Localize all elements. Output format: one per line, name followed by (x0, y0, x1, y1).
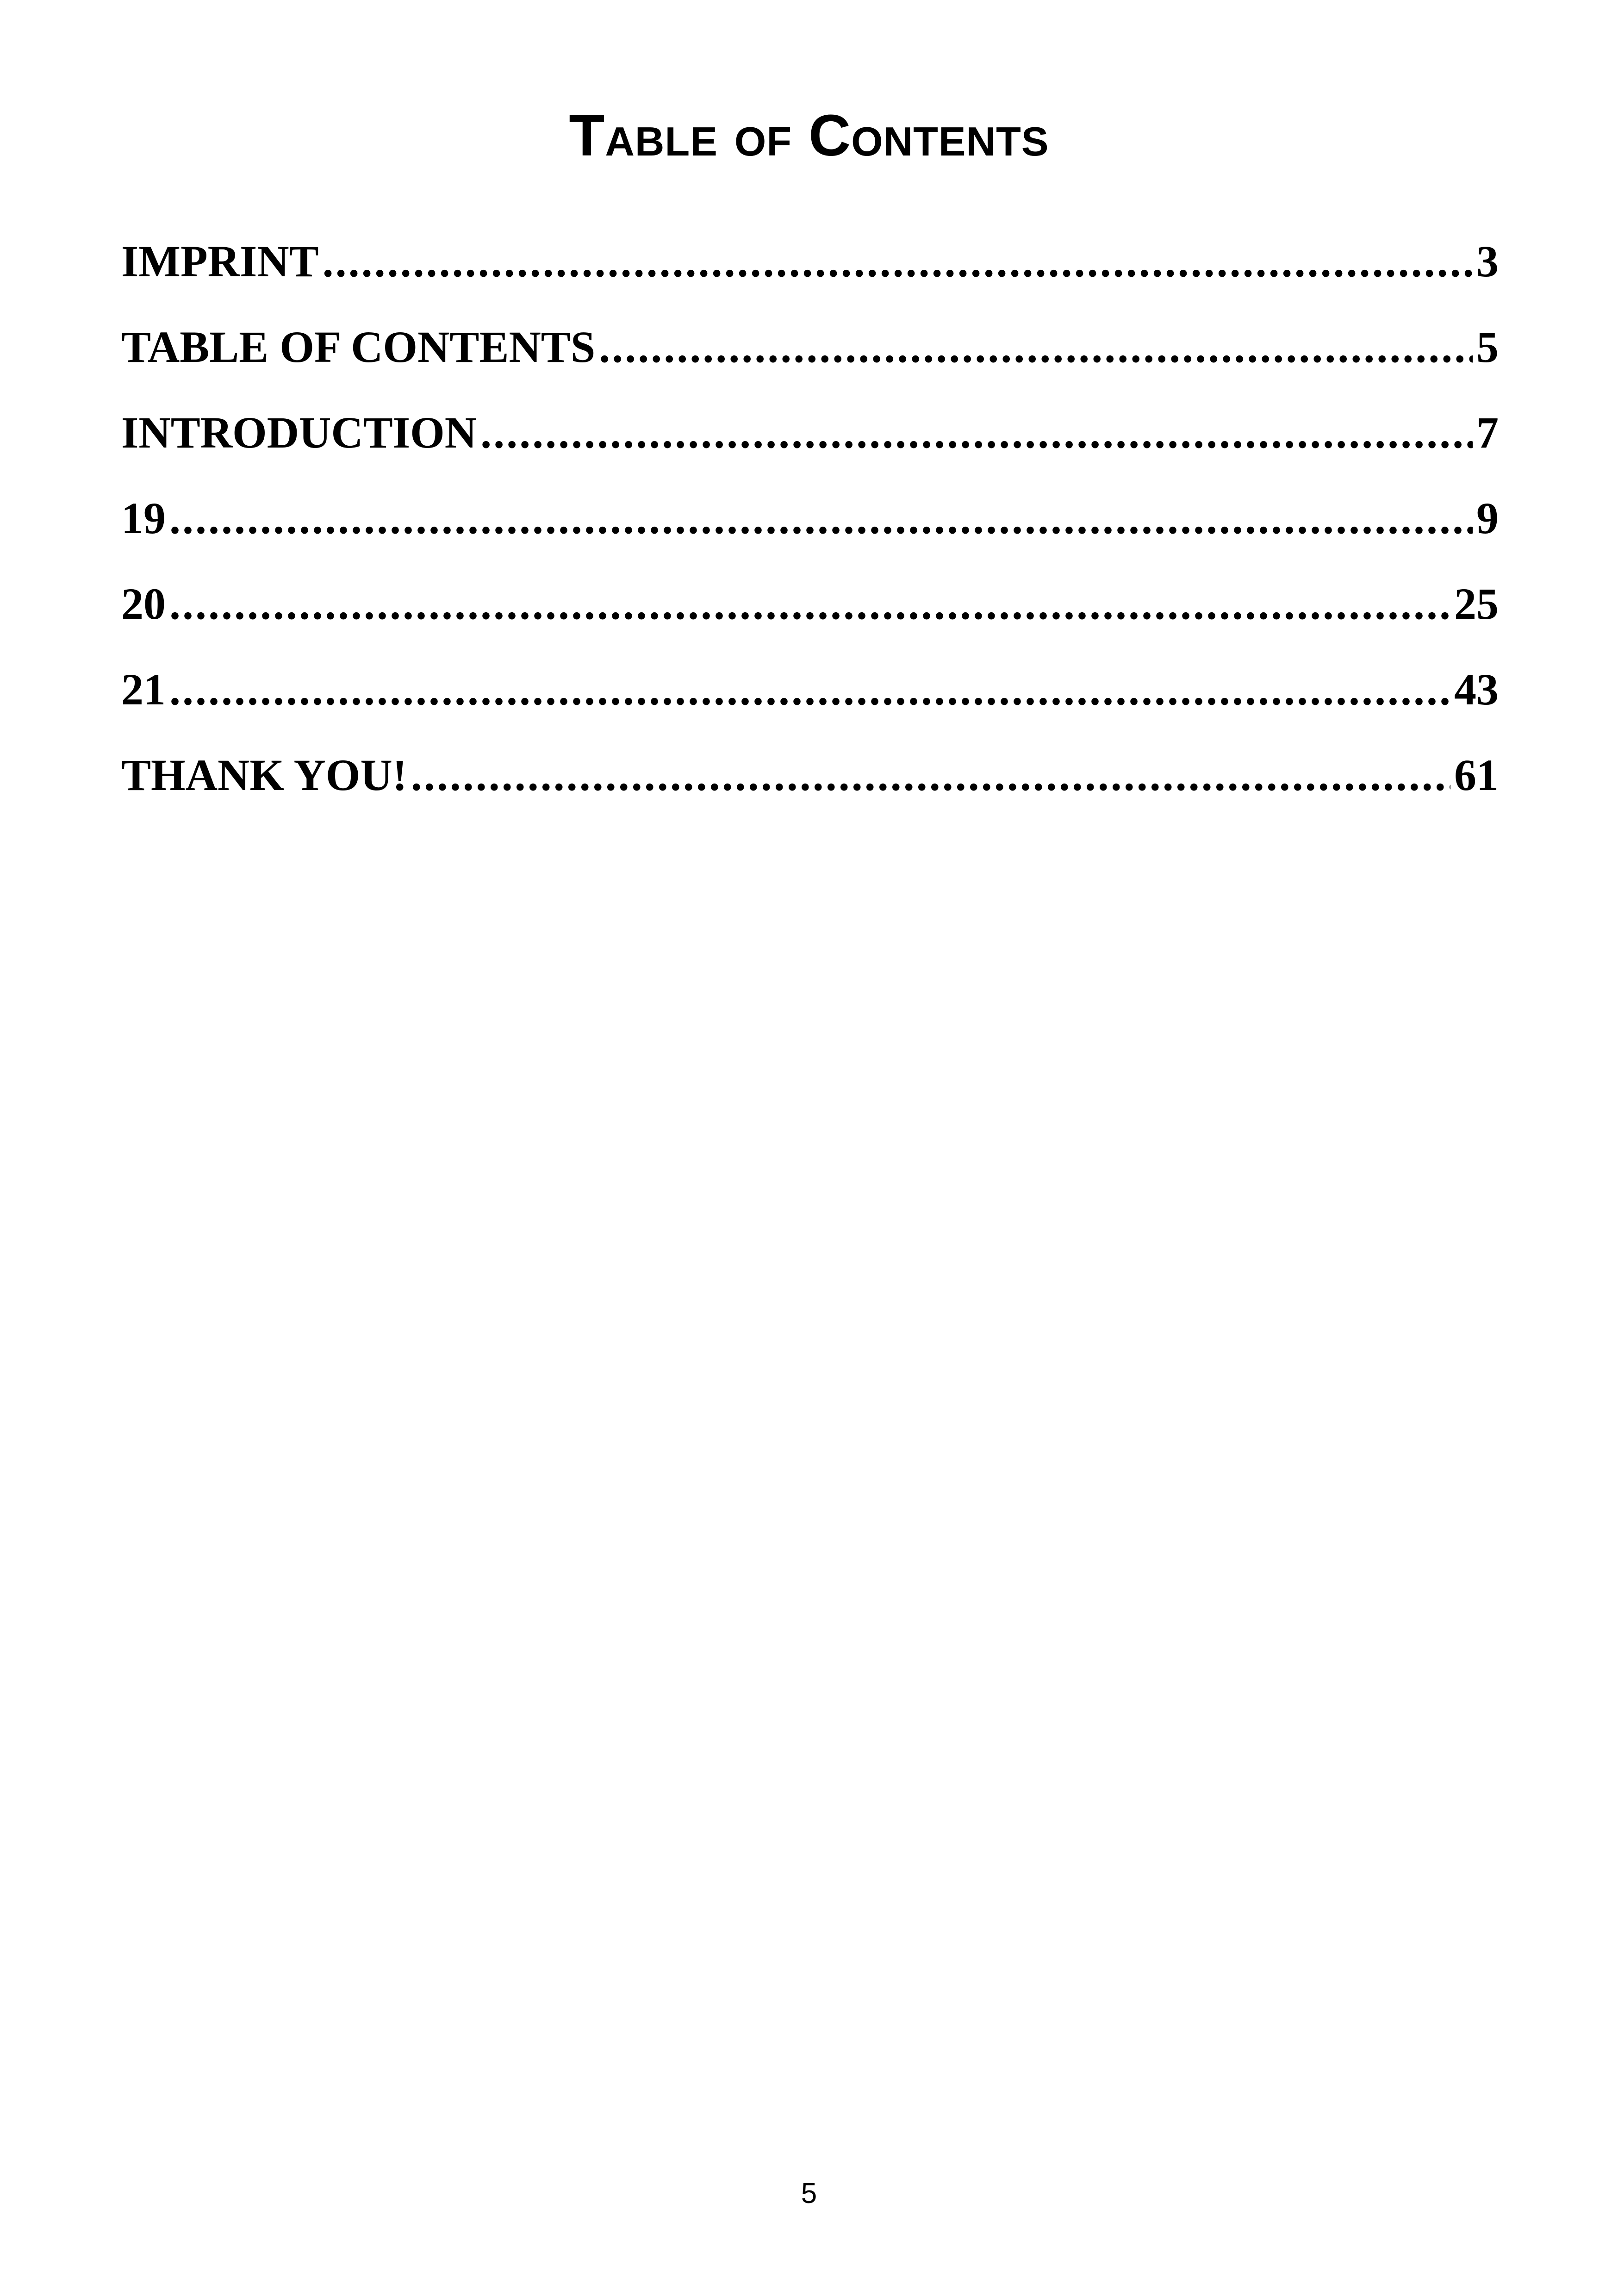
toc-entry-page: 25 (1454, 579, 1499, 628)
page-title: Table of Contents (569, 103, 1049, 168)
toc-dot-leader (323, 231, 1473, 292)
toc-entry-thank-you[interactable] (121, 745, 1499, 831)
toc-entry-table-of-contents[interactable] (121, 317, 1499, 403)
toc-entry-20[interactable] (121, 574, 1499, 660)
page-number: 5 (801, 2178, 817, 2209)
toc-entry-label: TABLE OF CONTENTS (121, 322, 596, 372)
toc-entry-label: IMPRINT (121, 236, 319, 286)
toc-entry-page: 5 (1476, 322, 1499, 372)
toc-entry-21[interactable] (121, 660, 1499, 745)
toc-entry-label: 19 (121, 493, 166, 543)
toc-dot-leader (169, 574, 1450, 634)
toc-entry-page: 9 (1476, 493, 1499, 543)
toc-dot-leader (480, 403, 1473, 463)
toc-entry-page: 7 (1476, 408, 1499, 457)
toc-entry-label: 20 (121, 579, 166, 628)
toc-entry-label: THANK YOU! (121, 750, 407, 800)
toc-entry-label: INTRODUCTION (121, 408, 477, 457)
toc-entry-page: 61 (1454, 750, 1499, 800)
toc-entry-page: 43 (1454, 665, 1499, 714)
toc-entry-imprint[interactable] (121, 231, 1499, 317)
toc-entry-page: 3 (1476, 236, 1499, 286)
toc-entry-introduction[interactable] (121, 403, 1499, 488)
toc-dot-leader (169, 488, 1473, 548)
toc-entry-label: 21 (121, 665, 166, 714)
toc-dot-leader (599, 317, 1473, 377)
toc-entry-19[interactable] (121, 488, 1499, 574)
toc-dot-leader (411, 745, 1450, 805)
toc-list (121, 231, 1499, 831)
toc-dot-leader (169, 660, 1450, 720)
